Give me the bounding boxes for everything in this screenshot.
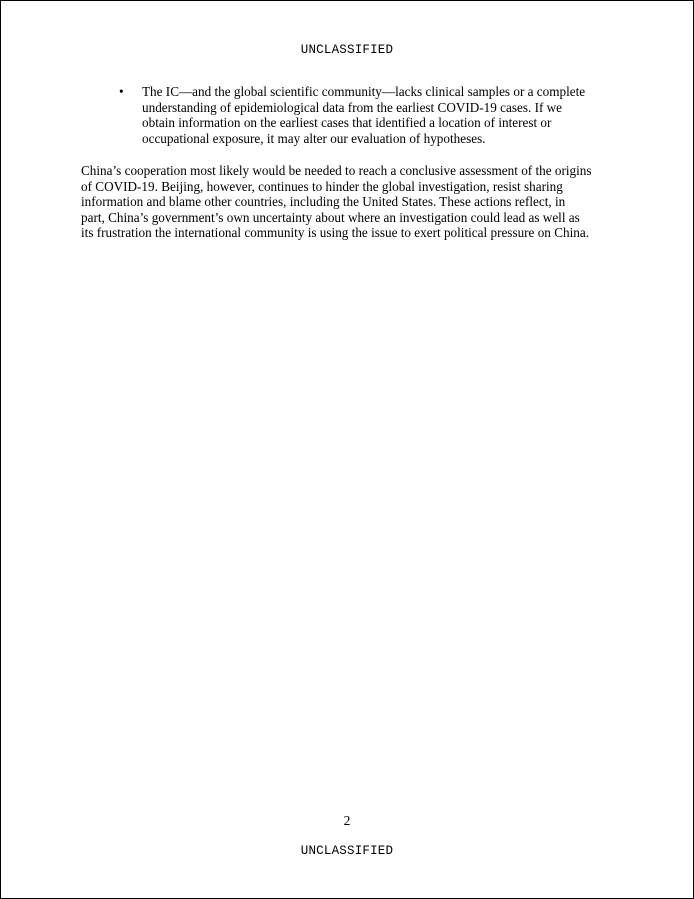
bullet-icon: • (119, 84, 124, 99)
paragraph-line: of COVID-19. Beijing, however, continues to hinder the global investigation, resist sharing (81, 178, 563, 194)
footer-classification-marking: UNCLASSIFIED (300, 844, 394, 858)
bullet-line: understanding of epidemiological data from the earliest COVID-19 cases. If we (142, 99, 563, 115)
paragraph-line: information and blame other countries, including the United States. These actions reflect, in (81, 194, 566, 210)
page-number: 2 (343, 813, 351, 828)
bullet-line: occupational exposure, it may alter our evaluation of hypotheses. (142, 130, 486, 146)
bullet-line: The IC—and the global scientific community—lacks clinical samples or a complete (142, 84, 586, 99)
header-classification-marking: UNCLASSIFIED (300, 43, 394, 57)
bullet-line: obtain information on the earliest cases that identified a location of interest or (142, 115, 552, 131)
paragraph-line: part, China’s government’s own uncertainty about where an investigation could lead as well as (81, 209, 580, 225)
paragraph-line: China’s cooperation most likely would be needed to reach a conclusive assessment of the origins (81, 163, 592, 178)
body-paragraph (81, 163, 621, 241)
paragraph-line: its frustration the international community is using the issue to exert political pressure on China. (81, 225, 589, 241)
bullet-text (142, 84, 614, 146)
